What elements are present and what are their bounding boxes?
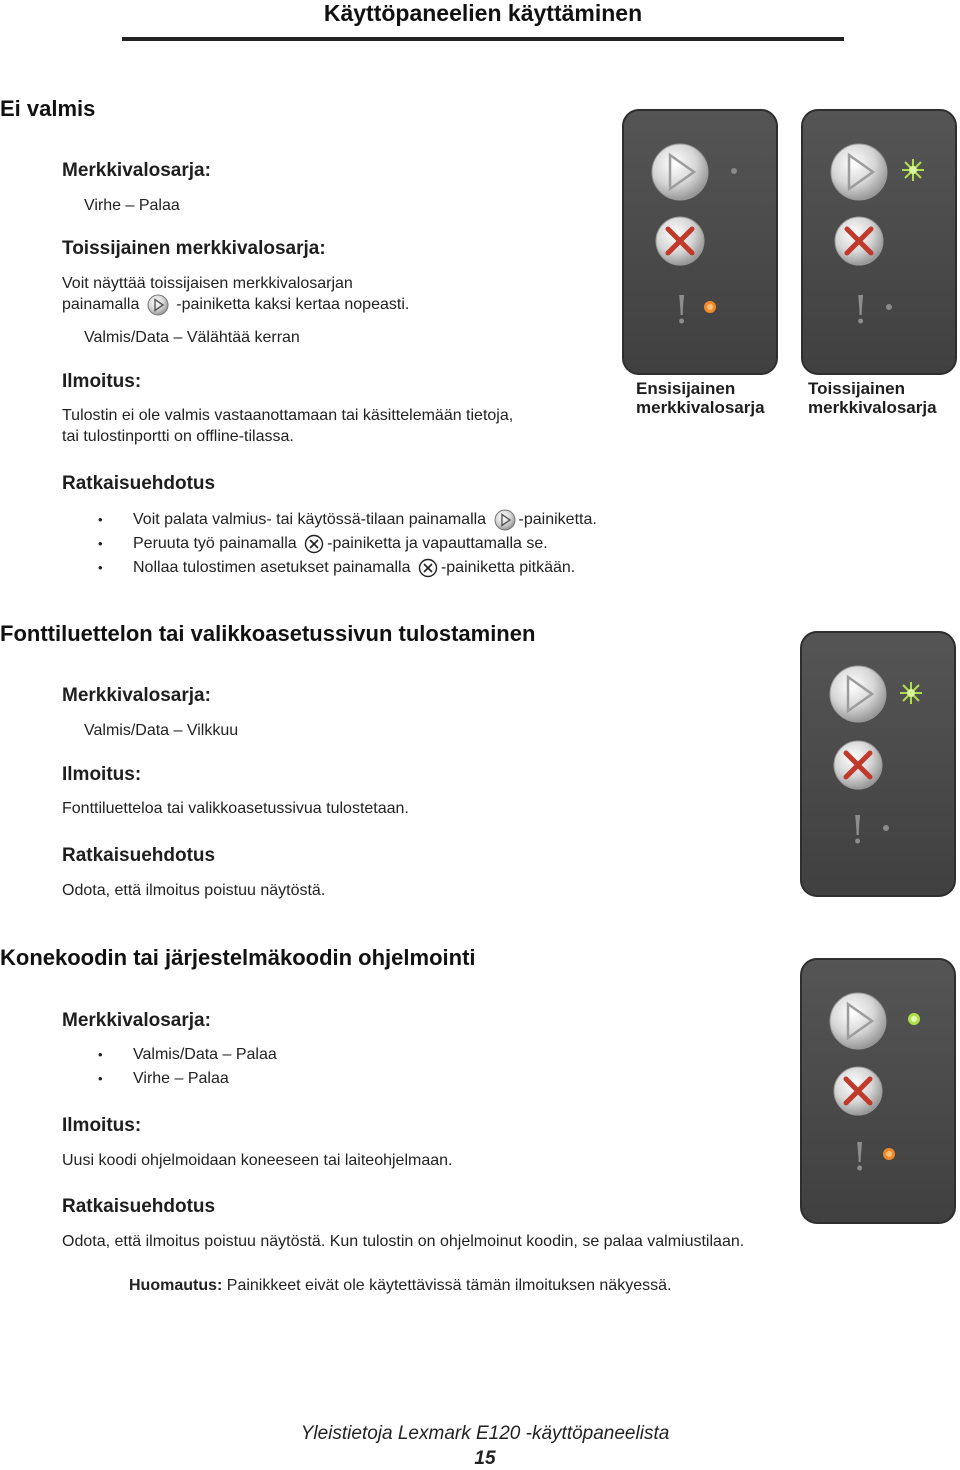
cancel-button-graphic (834, 741, 882, 789)
message-text: Uusi koodi ohjelmoidaan koneeseen tai laiteohjelmaan. (62, 1152, 453, 1169)
solution-label: Ratkaisuehdotus (62, 1196, 216, 1217)
light-sequence-label: Merkkivalosarja: (62, 1010, 211, 1031)
solution-text: Odota, että ilmoitus poistuu näytöstä. Kun tulostin on ohjelmoinut koodin, se palaa valmiustilaan. (62, 1233, 745, 1250)
operator-panel-secondary (801, 109, 957, 375)
cancel-button-graphic (834, 1067, 882, 1115)
page-number: 15 (474, 1448, 496, 1469)
play-button-graphic (831, 144, 887, 200)
message-line2: tai tulostinportti on offline-tilassa. (62, 428, 294, 445)
light-sequence-value: Virhe – Palaa (84, 197, 180, 214)
operator-panel-engine-code (800, 958, 956, 1224)
svg-text:!: ! (850, 808, 866, 852)
list-item: • Valmis/Data – Palaa (98, 1046, 277, 1063)
svg-text:!: ! (852, 1135, 868, 1179)
header-rule (122, 37, 844, 41)
light-sequence-label: Merkkivalosarja: (62, 160, 211, 181)
solution-label: Ratkaisuehdotus (62, 473, 216, 494)
note-text: Painikkeet eivät ole käytettävissä tämän ilmoituksen näkyessä. (226, 1277, 672, 1294)
ready-led-flash (902, 159, 924, 181)
operator-panel-font-list (800, 631, 956, 897)
svg-text:!: ! (674, 288, 690, 332)
caption-secondary: Toissijainen merkkivalosarja (808, 379, 937, 417)
light-sequence-value: Valmis/Data – Vilkkuu (84, 722, 239, 739)
list-item: • Voit palata valmius- tai käytössä-tilaan painamalla -painiketta. (133, 509, 597, 531)
list-item: • Nollaa tulostimen asetukset painamalla -painiketta pitkään. (98, 559, 576, 576)
play-icon (494, 509, 516, 531)
cancel-button-graphic (656, 217, 704, 265)
secondary-sequence-label: Toissijainen merkkivalosarja: (62, 238, 326, 259)
svg-text:!: ! (853, 288, 869, 332)
page-header-title: Käyttöpaneelien käyttäminen (323, 0, 643, 26)
secondary-text-line1: Voit näyttää toissijaisen merkkivalosarjan (62, 275, 353, 292)
ready-led-blink (900, 682, 922, 704)
secondary-text-part-b: -painiketta kaksi kertaa nopeasti. (176, 296, 410, 314)
note (129, 1275, 671, 1297)
cancel-button-graphic (835, 217, 883, 265)
secondary-sequence-value: Valmis/Data – Välähtää kerran (84, 329, 300, 346)
footer-text: Yleistietoja Lexmark E120 -käyttöpaneelista (300, 1423, 670, 1444)
solution-label: Ratkaisuehdotus (62, 845, 216, 866)
operator-panel-primary (622, 109, 778, 375)
message-label: Ilmoitus: (62, 764, 142, 785)
cancel-icon (418, 558, 438, 578)
play-button-graphic (830, 993, 886, 1049)
play-button-graphic (652, 144, 708, 200)
play-icon (147, 294, 169, 316)
note-label: Huomautus: (129, 1277, 223, 1294)
list-item: • Virhe – Palaa (98, 1070, 229, 1087)
section-title-not-ready: Ei valmis (0, 96, 96, 121)
message-label: Ilmoitus: (62, 1115, 142, 1136)
section-title-engine-code: Konekoodin tai järjestelmäkoodin ohjelmointi (0, 945, 476, 970)
play-button-graphic (830, 666, 886, 722)
secondary-text-part-a: painamalla (62, 296, 140, 314)
caption-primary: Ensisijainen merkkivalosarja (636, 379, 765, 417)
cancel-icon (304, 534, 324, 554)
solution-text: Odota, että ilmoitus poistuu näytöstä. (62, 882, 326, 899)
message-label: Ilmoitus: (62, 371, 142, 392)
light-sequence-label: Merkkivalosarja: (62, 685, 211, 706)
message-line1: Tulostin ei ole valmis vastaanottamaan tai käsittelemään tietoja, (62, 407, 514, 424)
secondary-text-line2 (62, 294, 409, 316)
message-text: Fonttiluetteloa tai valikkoasetussivua tulostetaan. (62, 800, 409, 817)
section-title-font-list: Fonttiluettelon tai valikkoasetussivun tulostaminen (0, 621, 536, 646)
list-item: • Peruuta työ painamalla -painiketta ja vapauttamalla se. (98, 535, 548, 552)
